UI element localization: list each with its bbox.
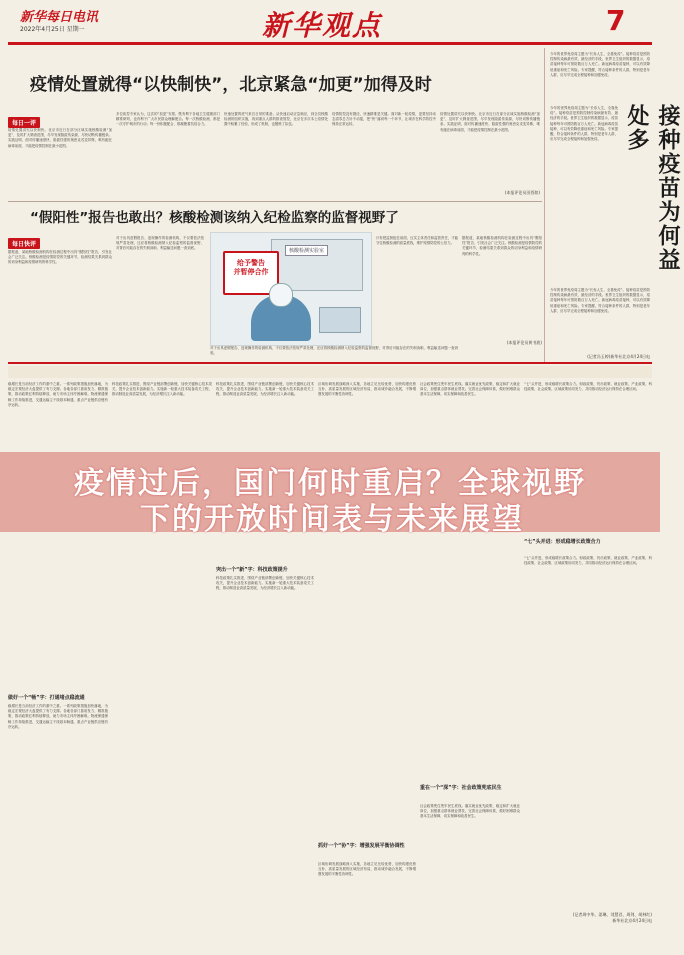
lower-col1: 稳增长是当前经济工作的重中之重。一系列政策措施加快落地，为稳定宏观经济大盘提供了有力支撑。各地各部门靠前发力、精准施策，推动政策红利持续释放，助力市场主体纾困解难。物流保通保畅工作持续推进，交通运输主干线基本畅通，重点产业链供应链有序运转。 (8, 382, 108, 407)
article1-divider (8, 201, 542, 202)
lower-col4: 区域协调发展战略深入实施，各地立足比较优势，加快构建优势互补、高质量发展的区域经济布局，推动城乡融合发展，不断增强发展的平衡性协调性。 (318, 382, 416, 397)
article1-credit: (本报评论员田酉如) (504, 190, 540, 195)
lower-subhead-1: 突出一个“新”字：科技政策提升 (216, 567, 288, 573)
lower-col6: “七”头并进，形成稳增长政策合力。财政政策、货币政策、就业政策、产业政策、科技政策、社会政策、区域政策协同发力，共同推动经济运行保持在合理区间。 (524, 382, 652, 392)
worker-head (269, 283, 293, 307)
lower-subhead-4: 抓好一个“协”字：增强发展平衡协调性 (318, 843, 405, 849)
masthead-rule (8, 42, 652, 45)
sidebar-divider (544, 48, 545, 363)
sidebar-text-mid: 今年的世界免疫周主题为“长寿人生，全靠免疫”。接种疫苗是预防控制传染病最有效、最经济的手段。世界卫生组织的数据显示，疫苗接种每年可预防数百万人死亡。新冠病毒疫苗接种，可以有效降低重症和死亡风险。专家提醒，符合接种条件的人群，特别是老年人群，应尽早完成全程接种和加强免疫。 (550, 106, 618, 142)
lower-col5: 社会政策兜住兜牢民生底线。落实就业优先政策，稳定和扩大就业岗位，加强重点群体就业帮扶。完善社会保障体系，做好困难群众基本生活保障，切实保障和改善民生。 (420, 382, 520, 397)
paper-name: 新华每日电讯 (20, 10, 99, 25)
article2-credit: (本报评论员黄书波) (506, 340, 542, 345)
issue-date: 2022年4月25日 星期一 (20, 26, 85, 33)
lab-sign: 核酸检测实验室 (285, 245, 328, 256)
article2-caption-text: 对于出具虚假报告、违规操作的检测机构，不仅要依法依规严肃处理，还应将核酸检测纳入纪检监察的监督视野，对背后可能存在的失职渎职、利益输送问题一查到底。 (210, 346, 458, 356)
article1-col5: 疫情处置讲究以快制快。北京市近日在部分区域实施核酸检测“加更”，及时扩大筛查范围，尽早发现隐匿传染源，尽快切断传播链条。实践证明，面对传播速度快、隐匿性强的奥密克戎变异株，唯有跑在病毒前面，才能把疫情控制在最小范围。 (440, 112, 540, 132)
lower-left-subhead: 做好一个“畅”字：打通堵点稳流通 (8, 695, 85, 701)
sidebar-text-top: 今年的世界免疫周主题为“长寿人生，全靠免疫”。接种疫苗是预防控制传染病最有效、最经济的手段。世界卫生组织的数据显示，疫苗接种每年可预防数百万人死亡。新冠病毒疫苗接种，可以有效降低重症和死亡风险。专家提醒，符合接种条件的人群，特别是老年人群，应尽早完成全程接种和加强免疫。 (550, 52, 650, 77)
overlay-title-line2: 下的开放时间表与未来展望 (140, 502, 524, 537)
sidebar-vertical-title: 接种疫苗为何益处多 (624, 104, 681, 272)
illustration (210, 232, 372, 346)
lower-bottom-credit: (记者周中华、姜琳、刘慧君、周剑、胡林红) 新华社北京4月24日电 (572, 912, 652, 923)
page-number: 7 (606, 4, 626, 37)
article1-col3: 快速处置的底气来自日常的准备。从快速启动应急响应，到全员核酸检测的组织实施，再到重点人群的排查管控，北京在多次本土疫情处置中积累了经验，形成了机制，也锻炼了队伍。 (224, 112, 328, 127)
article2-col2: 对于出具虚假报告、违规操作的检测机构，不仅要依法依规严肃处理，还应将核酸检测纳入纪检监察的监督视野，对背后可能存在的失职渎职、利益输送问题一查到底。 (116, 236, 204, 251)
lower-col2: 科技政策扎实推进，围绕产业链部署创新链，加快关键核心技术攻关，提升企业技术创新能力。实施新一轮重大技术装备攻关工程，推动制造业高质量发展，为经济增长注入新动能。 (112, 382, 212, 397)
lower-subhead-2: “七”头并进：形成稳增长政策合力 (524, 539, 601, 545)
top-section-rule (8, 362, 652, 364)
article2-col1: 据报道，某地核酸检测机构在检测过程中出具“假阳性”报告，引发社会广泛关注。核酸检测是疫情防控的关键环节，检测结果关系到群众的切身利益和疫情研判的科学性。 (8, 250, 112, 265)
lower-col1-b: 稳增长是当前经济工作的重中之重。一系列政策措施加快落地，为稳定宏观经济大盘提供了有力支撑。各地各部门靠前发力、精准施策，推动政策红利持续释放，助力市场主体纾困解难。物流保通保畅工作持续推进，交通运输主干线基本畅通，重点产业链供应链有序运转。 (8, 704, 108, 729)
sidebar (548, 48, 681, 363)
section-title: 新华观点 (262, 9, 383, 42)
lower-top-header-band (8, 366, 652, 378)
article1-headline: 疫情处置就得“以快制快”，北京紧急“加更”加得及时 (30, 75, 432, 95)
lower-subhead-3: 重在一个“深”字：社会政策兜底民生 (420, 785, 502, 791)
lower-col3-b: 科技政策扎实推进，围绕产业链部署创新链，加快关键核心技术攻关，提升企业技术创新能力。实施新一轮重大技术装备攻关工程，推动制造业高质量发展，为经济增长注入新动能。 (216, 576, 314, 591)
article2-col3: 只有把监督挺在前面，压实主体责任和监管责任，才能守住核酸检测的质量底线，维护疫情防控的公信力。 (376, 236, 458, 246)
warning-text: 给予警告 并暂停合作 (233, 259, 269, 276)
overlay-title-line1: 疫情过后，国门何时重启？全球视野 (74, 466, 586, 501)
masthead (0, 0, 660, 48)
lower-col3: 科技政策扎实推进，围绕产业链部署创新链，加快关键核心技术攻关，提升企业技术创新能力。实施新一轮重大技术装备攻关工程，推动制造业高质量发展，为经济增长注入新动能。 (216, 382, 314, 397)
lower-col4-b: 区域协调发展战略深入实施，各地立足比较优势，加快构建优势互补、高质量发展的区域经济布局，推动城乡融合发展，不断增强发展的平衡性协调性。 (318, 862, 416, 877)
lower-col6-b: “七”头并进，形成稳增长政策合力。财政政策、货币政策、就业政策、产业政策、科技政策、社会政策、区域政策协同发力，共同推动经济运行保持在合理区间。 (524, 556, 652, 566)
sidebar-text-bottom: 今年的世界免疫周主题为“长寿人生，全靠免疫”。接种疫苗是预防控制传染病最有效、最经济的手段。世界卫生组织的数据显示，疫苗接种每年可预防数百万人死亡。新冠病毒疫苗接种，可以有效降低重症和死亡风险。专家提醒，符合接种条件的人群，特别是老年人群，应尽早完成全程接种和加强免疫。 (550, 288, 650, 313)
article2-col4: 据报道，某地核酸检测机构在检测过程中出具“假阳性”报告，引发社会广泛关注。核酸检测是疫情防控的关键环节，检测结果关系到群众的切身利益和疫情研判的科学性。 (462, 236, 542, 256)
article1-col4: 疫情防控没有捷径，快速精准是关键。面对新一轮疫情，更要坚持动态清零总方针不动摇，把“快”落到每一个环节，让城市在科学防控中保持正常运转。 (332, 112, 436, 127)
article1-tag: 每日一评 (8, 117, 40, 128)
test-tube-rack (319, 307, 361, 333)
lower-col5-b: 社会政策兜住兜牢民生底线。落实就业优先政策，稳定和扩大就业岗位，加强重点群体就业帮扶。完善社会保障体系，做好困难群众基本生活保障，切实保障和改善民生。 (420, 804, 520, 819)
sidebar-credit: (记者冯玉婷)新华社北京4月24日电 (587, 354, 650, 359)
article2-headline: “假阳性”报告也敢出？核酸检测该纳入纪检监察的监督视野了 (30, 210, 399, 226)
article1-col2: 多位疾控专家认为，这次的“加更”安排，既有利于各地卫生健康部门精准研判，也有利于广大市民群众理解配合。每一次核酸检测，都是一次守护城市的行动；每一份积极配合，都凝聚着抗疫合力。 (116, 112, 220, 127)
article1-col1: 疫情处置讲究以快制快。北京市近日在部分区域实施核酸检测“加更”，及时扩大筛查范围，尽早发现隐匿传染源，尽快切断传播链条。实践证明，面对传播速度快、隐匿性强的奥密克戎变异株，唯有跑在病毒前面，才能把疫情控制在最小范围。 (8, 128, 112, 148)
article2-tag: 每日快评 (8, 238, 40, 249)
